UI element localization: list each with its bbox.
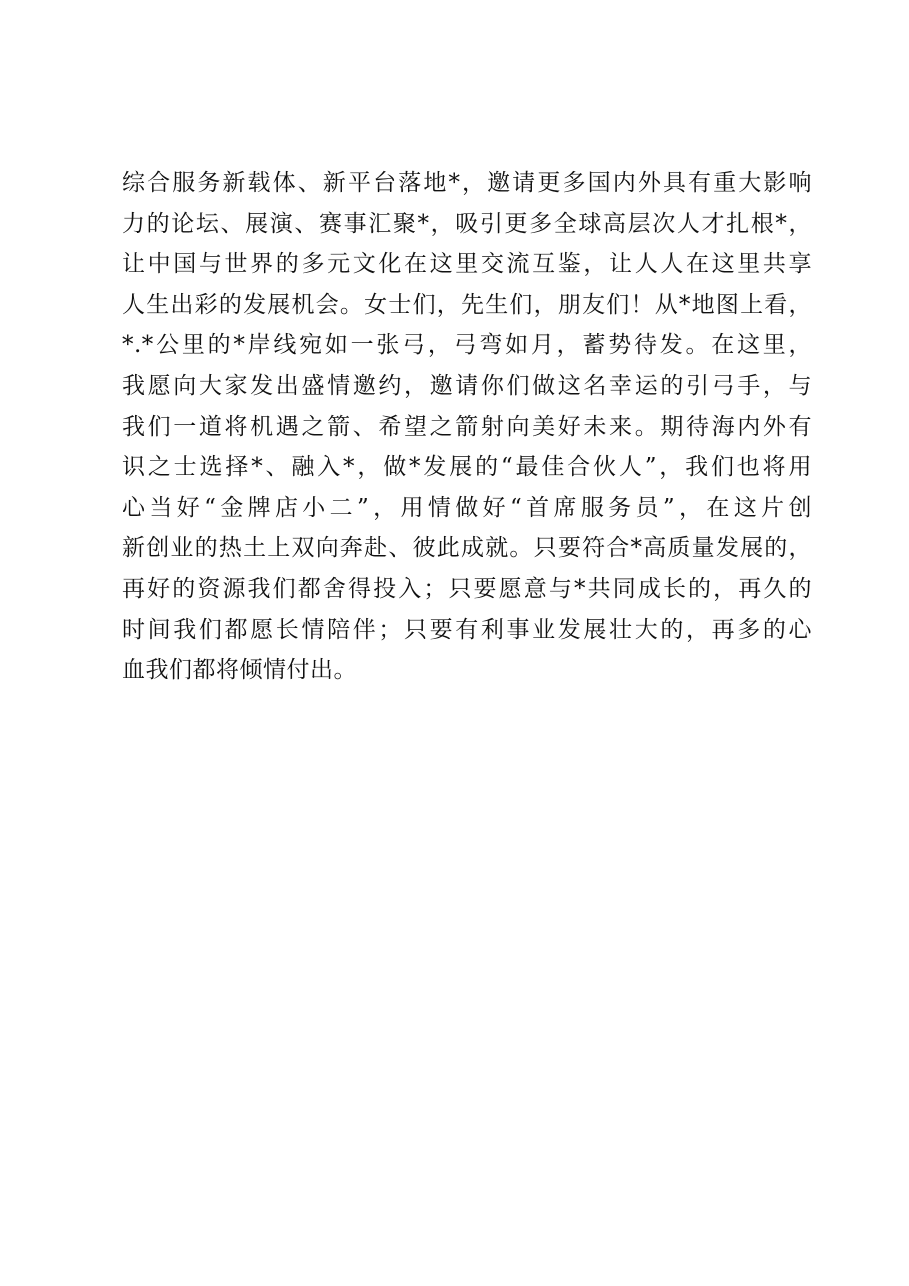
text-line: 心当好“金牌店小二”，用情做好“首席服务员”，在这片创: [122, 494, 812, 521]
text-line: 血我们都将倾情付出。: [122, 657, 357, 684]
text-line: 我们一道将机遇之箭、希望之箭射向美好未来。期待海内外有: [122, 413, 812, 440]
text-line: 时间我们都愿长情陪伴；只要有利事业发展壮大的，再多的心: [122, 616, 812, 643]
text-line: 新创业的热土上双向奔赴、彼此成就。只要符合*高质量发展的，: [122, 535, 812, 562]
text-line: 让中国与世界的多元文化在这里交流互鉴，让人人在这里共享: [122, 251, 812, 278]
body-paragraph: [122, 163, 812, 691]
text-line: 力的论坛、展演、赛事汇聚*，吸引更多全球高层次人才扎根*，: [122, 210, 812, 237]
text-line: 我愿向大家发出盛情邀约，邀请你们做这名幸运的引弓手，与: [122, 372, 812, 399]
text-line: 识之士选择*、融入*，做*发展的“最佳合伙人”，我们也将用: [122, 454, 812, 481]
text-line: 综合服务新载体、新平台落地*，邀请更多国内外具有重大影响: [122, 170, 812, 196]
text-line: 再好的资源我们都舍得投入；只要愿意与*共同成长的，再久的: [122, 575, 812, 602]
text-line: *.*公里的*岸线宛如一张弓，弓弯如月，蓄势待发。在这里，: [122, 332, 812, 359]
text-line: 人生出彩的发展机会。女士们，先生们，朋友们！从*地图上看，: [122, 291, 812, 318]
